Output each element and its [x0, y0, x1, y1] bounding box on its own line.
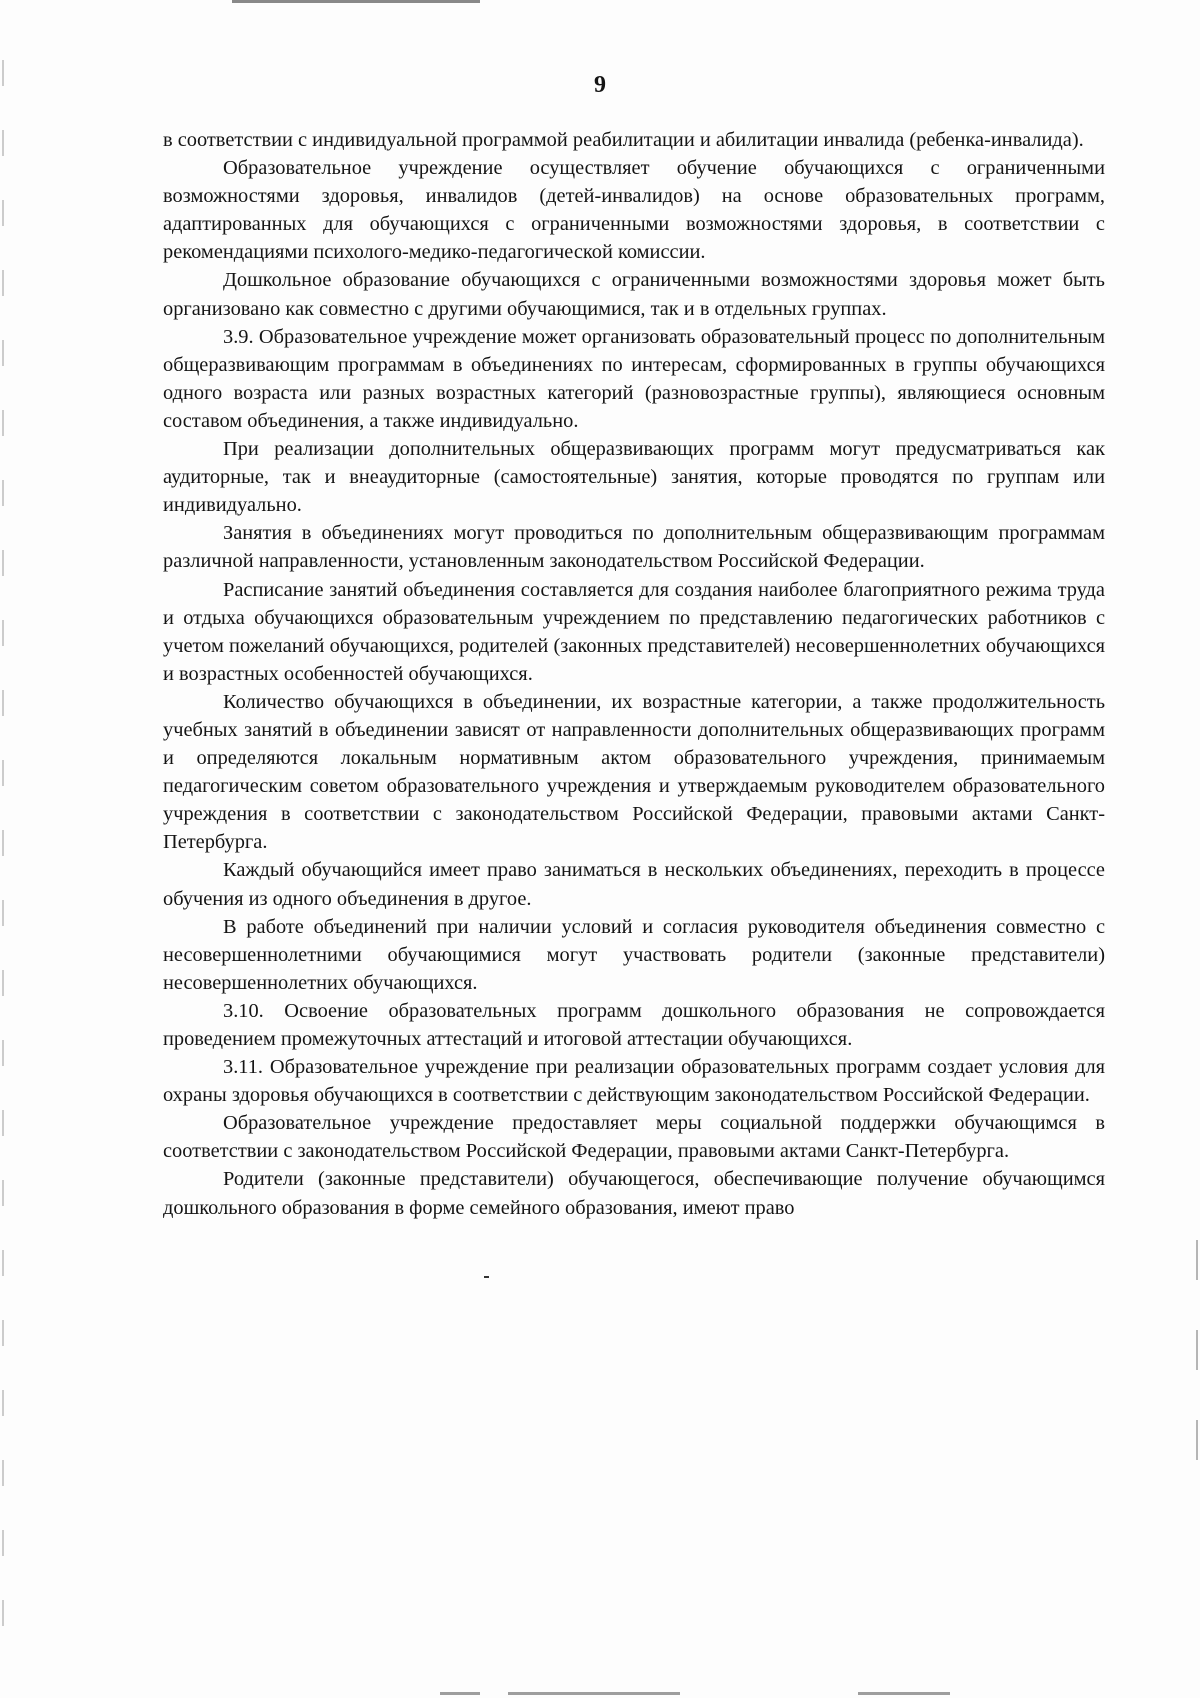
scan-artifact-right-edge: [1196, 1240, 1198, 1480]
paragraph-continuation: в соответствии с индивидуальной программой реабилитации и абилитации инвалида (ребенка-инвалида).: [163, 129, 1084, 151]
paragraph-schedule: Расписание занятий объединения составляется для создания наиболее благоприятного режима труда и отдыха обучающихся образовательным учреждением по представлению педагогических работников с учетом пожеланий обучающихся, родителей (законных представителей) несовершеннолетних обучающихся и возрастных особенностей обучающихся.: [163, 578, 1105, 685]
scan-artifact-bottom-rule: [440, 1692, 480, 1695]
paragraph-disabled-students-training: Образовательное учреждение осуществляет обучение обучающихся с ограниченными возможностями здоровья, инвалидов (детей-инвалидов) на основе образовательных программ, адаптированных для обучающихся с ограниченными возможностями здоровья, в соответствии с рекомендациями психолого-медико-педагогической комиссии.: [163, 157, 1105, 264]
scan-artifact-top-rule: [232, 0, 480, 3]
paragraph-preschool-inclusive: Дошкольное образование обучающихся с ограниченными возможностями здоровья может быть организовано как совместно с другими обучающимися, так и в отдельных группах.: [163, 269, 1105, 320]
document-body: [163, 126, 1105, 1222]
paragraph-group-size: Количество обучающихся в объединении, их возрастные категории, а также продолжительность учебных занятий в объединении зависят от направленности дополнительных общеразвивающих программ и определяются локальным нормативным актом образовательного учреждения, принимаемым педагогическим советом образовательного учреждения и утверждаемым руководителем образовательного учреждения в соответствии с законодательством Российской Федерации, правовыми актами Санкт-Петербурга.: [163, 690, 1105, 854]
scan-artifact-dot: [484, 1276, 489, 1278]
page-number: 9: [594, 72, 606, 98]
paragraph-multiple-associations: Каждый обучающийся имеет право заниматься в нескольких объединениях, переходить в процессе обучения из одного объединения в другое.: [163, 859, 1105, 910]
scan-artifact-bottom-rule: [508, 1692, 680, 1695]
scan-artifact-bottom-rule: [858, 1692, 950, 1695]
paragraph-classes-format: При реализации дополнительных общеразвивающих программ могут предусматриваться как аудиторные, так и внеаудиторные (самостоятельные) занятия, которые проводятся по группам или индивидуально.: [163, 438, 1105, 517]
paragraph-clause-3-10: 3.10. Освоение образовательных программ дошкольного образования не сопровождается проведением промежуточных аттестаций и итоговой аттестации обучающихся.: [163, 999, 1105, 1050]
paragraph-clause-3-11: 3.11. Образовательное учреждение при реализации образовательных программ создает условия для охраны здоровья обучающихся в соответствии с действующим законодательством Российской Федерации.: [163, 1056, 1105, 1107]
paragraph-family-education: Родители (законные представители) обучающегося, обеспечивающие получение обучающимся дошкольного образования в форме семейного образования, имеют право: [163, 1168, 1105, 1219]
paragraph-clause-3-9: 3.9. Образовательное учреждение может организовать образовательный процесс по дополнительным общеразвивающим программам в объединениях по интересам, сформированных в группы обучающихся одного возраста или разных возрастных категорий (разновозрастные группы), являющиеся основным составом объединения, а также индивидуально.: [163, 325, 1105, 432]
scan-artifact-left-edge: [2, 60, 4, 1640]
paragraph-social-support: Образовательное учреждение предоставляет меры социальной поддержки обучающимся в соответствии с законодательством Российской Федерации, правовыми актами Санкт-Петербурга.: [163, 1112, 1105, 1163]
paragraph-parents-participation: В работе объединений при наличии условий и согласия руководителя объединения совместно с несовершеннолетними обучающимися могут участвовать родители (законные представители) несовершеннолетних обучающихся.: [163, 915, 1105, 994]
paragraph-program-directions: Занятия в объединениях могут проводиться по дополнительным общеразвивающим программам различной направленности, установленным законодательством Российской Федерации.: [163, 522, 1105, 573]
